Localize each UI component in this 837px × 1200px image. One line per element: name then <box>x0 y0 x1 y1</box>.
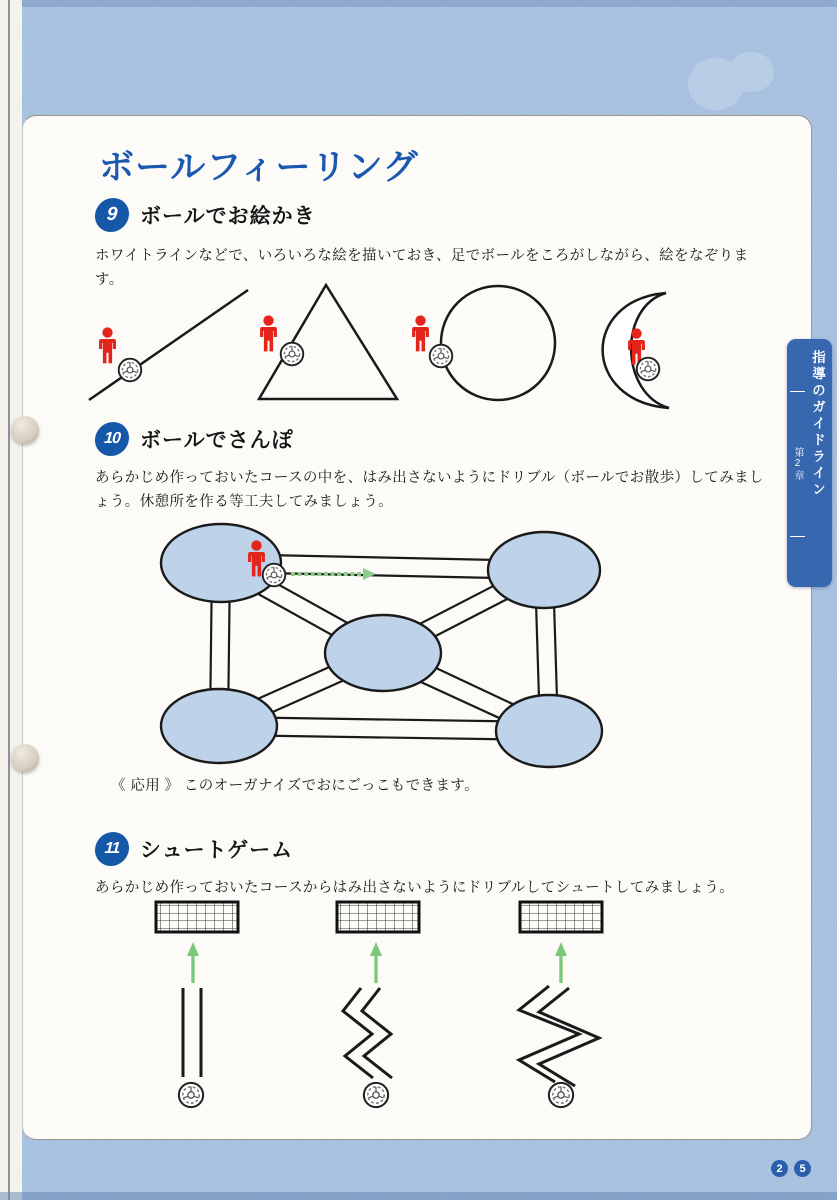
section-10-number-badge: 10 <box>94 422 130 456</box>
figure-circle <box>412 286 555 400</box>
soccer-ball-icon <box>549 1083 573 1107</box>
rest-zones <box>161 524 602 767</box>
section-11-number-badge: 11 <box>94 832 130 866</box>
page-number-digit: 2 <box>771 1160 788 1177</box>
soccer-ball-icon <box>637 358 660 381</box>
soccer-ball-icon <box>364 1083 388 1107</box>
zone-bottom-right <box>496 695 602 767</box>
chapter-number-box <box>790 391 805 537</box>
section-11-description: あらかじめ作っておいたコースからはみ出さないようにドリブルしてシュートしてみましょう。 <box>95 880 735 896</box>
section-9-header <box>95 198 316 232</box>
shoot-game-diagram <box>151 898 696 1116</box>
section-10-heading: ボールでさんぽ <box>140 429 294 452</box>
section-10-description: あらかじめ作っておいたコースの中を、はみ出さないようにドリブル（ボールでお散歩）してみましょう。休憩所を作る等工夫してみましょう。 <box>95 470 764 510</box>
scan-bottom-edge <box>0 1192 837 1200</box>
chapter-number: 第2章 <box>792 447 803 481</box>
page-title: ボールフィーリング <box>99 148 419 187</box>
section-11-heading: シュートゲーム <box>140 839 294 862</box>
figure-triangle <box>259 285 397 399</box>
section-10-application-note: 《 応用 》 このオーガナイズでおにごっこもできます。 <box>111 778 479 794</box>
person-icon <box>260 315 277 351</box>
soccer-ball-icon <box>430 345 453 368</box>
goal-icon <box>156 902 602 932</box>
figure-line <box>89 290 248 400</box>
dribble-courses <box>183 986 599 1086</box>
person-icon <box>412 315 429 351</box>
content-panel <box>22 115 812 1140</box>
zone-bottom-left <box>161 689 277 763</box>
soccer-ball-icon <box>281 343 304 366</box>
binder-hole <box>11 744 39 772</box>
figure-crescent-moon <box>603 293 669 408</box>
shoot-arrows <box>187 942 567 983</box>
zone-top-left <box>161 524 281 602</box>
zone-top-right <box>488 532 600 608</box>
person-icon <box>99 327 116 363</box>
soccer-ball-icon <box>119 359 142 382</box>
dribble-course-diagram <box>143 516 633 778</box>
soccer-ball-icon <box>179 1083 203 1107</box>
chapter-tab-label: 指導のガイドライン <box>810 350 825 499</box>
section-10-header <box>95 422 294 456</box>
scan-top-edge <box>0 0 837 7</box>
page-spine-strip <box>0 0 22 1200</box>
spine-line <box>8 0 10 1200</box>
section-11-header <box>95 832 293 866</box>
soccer-ball-icon <box>263 564 286 587</box>
zone-center <box>325 615 441 691</box>
course-wide-zigzag <box>519 986 579 1082</box>
chapter-side-tab <box>787 339 832 587</box>
page-number-digit: 5 <box>794 1160 811 1177</box>
binder-hole <box>11 416 39 444</box>
faint-watermark <box>688 52 774 116</box>
section-9-description: ホワイトラインなどで、いろいろな絵を描いておき、足でボールをころがしながら、絵をなぞります。 <box>95 248 749 288</box>
ball-drawing-figures <box>83 274 755 426</box>
section-9-heading: ボールでお絵かき <box>140 205 316 228</box>
section-9-number-badge: 9 <box>94 198 130 232</box>
